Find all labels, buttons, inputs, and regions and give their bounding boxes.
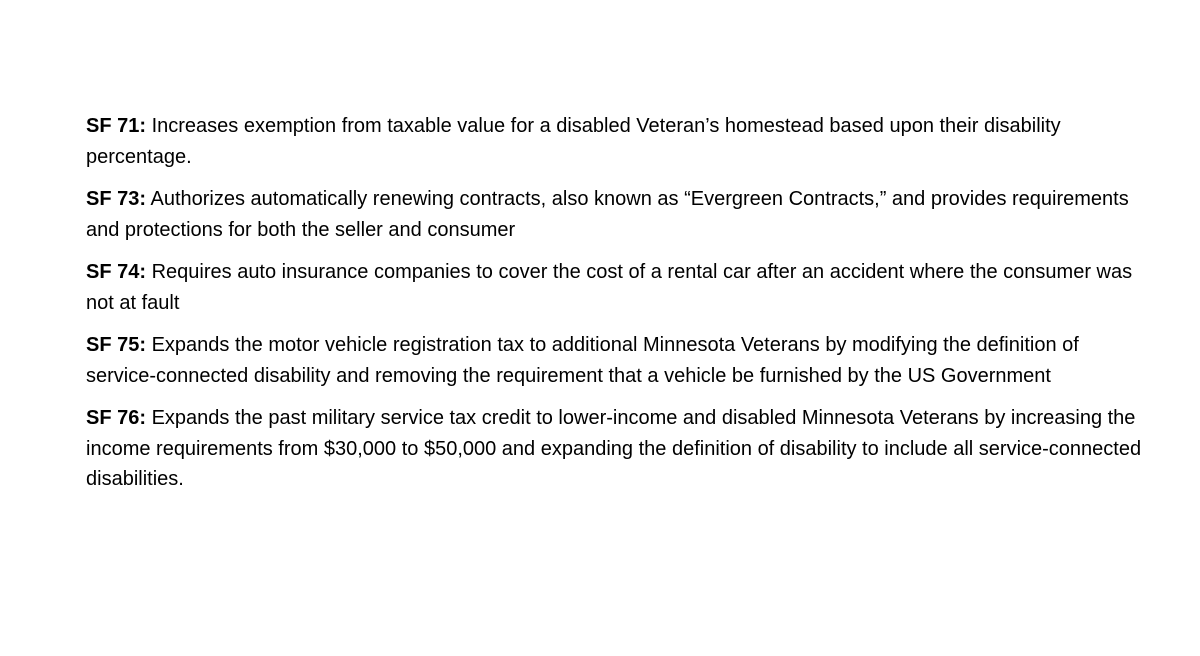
bill-description: Requires auto insurance companies to cover the cost of a rental car after an accident where the consumer was not at fault — [86, 261, 1133, 314]
bill-id: SF 73: — [86, 188, 147, 210]
bill-id: SF 76: — [86, 407, 147, 429]
bill-id: SF 71: — [86, 115, 147, 137]
bill-id: SF 75: — [86, 334, 147, 356]
bill-entry-sf75 — [86, 330, 1146, 391]
bill-description: Increases exemption from taxable value for a disabled Veteran’s homestead based upon their disability percentage. — [86, 115, 1061, 168]
bill-id: SF 74: — [86, 261, 147, 283]
bill-description: Authorizes automatically renewing contracts, also known as “Evergreen Contracts,” and provides requirements and protections for both the seller and consumer — [86, 188, 1129, 241]
bill-description: Expands the past military service tax credit to lower-income and disabled Minnesota Veterans by increasing the income requirements from $30,000 to $50,000 and expanding the definition of disability to include all service-connected disabilities. — [86, 407, 1142, 490]
bill-list — [86, 111, 1146, 507]
bill-entry-sf71 — [86, 111, 1146, 172]
bill-entry-sf73 — [86, 184, 1146, 245]
bill-description: Expands the motor vehicle registration tax to additional Minnesota Veterans by modifying the definition of service-connected disability and removing the requirement that a vehicle be furnished by the US Government — [86, 334, 1079, 387]
bill-entry-sf74 — [86, 257, 1146, 318]
bill-entry-sf76 — [86, 403, 1146, 495]
